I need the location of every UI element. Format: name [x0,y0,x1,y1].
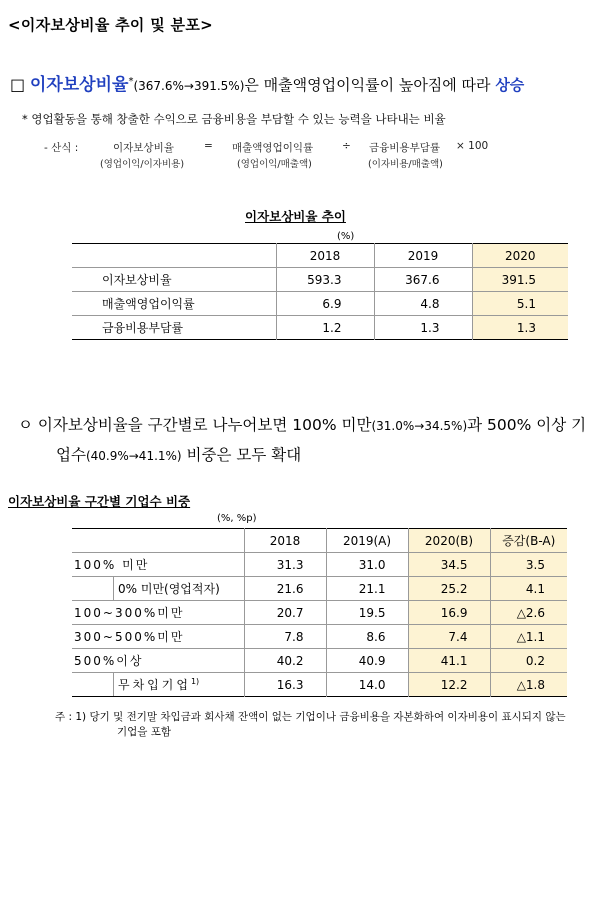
cell-value: 21.1 [326,577,408,601]
cell-value: 31.3 [244,553,326,577]
table2-unit: (%, %p) [217,513,257,524]
cell-value: 31.0 [326,553,408,577]
formula-term-2-sub: (영업이익/매출액) [237,159,312,170]
cell-value: 593.3 [276,268,374,292]
cell-value: 40.2 [244,649,326,673]
bullet-text: 업수 [56,446,86,464]
formula-term-2: 매출액영업이익률 [232,142,314,154]
table-row [72,673,567,697]
cell-value: 7.4 [408,625,490,649]
row-label: 매출액영업이익률 [72,292,276,316]
cell-value: 391.5 [472,268,568,292]
bullet-line-2 [18,441,586,471]
interest-coverage-trend-table [72,243,568,340]
formula-term-3-sub: (이자비용/매출액) [368,159,443,170]
table-row [72,292,568,316]
row-label: 300~500%미만 [72,625,244,649]
formula-times: × 100 [456,140,489,152]
headline [10,70,524,95]
cell-value: 16.3 [244,673,326,697]
square-bullet: □ [10,75,26,94]
table1-title: 이자보상비율 추이 [245,209,346,224]
cell-value: 5.1 [472,292,568,316]
row-label: 500%이상 [72,649,244,673]
row-label-text: 무차입기업 [118,678,191,692]
cell-value: △1.8 [490,673,567,697]
footnote [55,710,566,740]
cell-value: 41.1 [408,649,490,673]
headline-text: 은 매출액영업이익률이 높아짐에 따라 [244,76,496,94]
cell-value: 12.2 [408,673,490,697]
header-col: 2018 [244,529,326,553]
table-row [72,601,567,625]
footnote-line-2: 기업을 포함 [117,726,172,738]
table-row [72,625,567,649]
circle-bullet: ㅇ [18,416,33,434]
header-year: 2018 [276,244,374,268]
cell-value: 20.7 [244,601,326,625]
indent-divider [113,672,114,696]
table-row [72,316,568,340]
cell-value: 21.6 [244,577,326,601]
cell-value: 6.9 [276,292,374,316]
definition-note: * 영업활동을 통해 창출한 수익으로 금융비용을 부담할 수 있는 능력을 나타내는 비율 [22,112,446,126]
footnote-line-1: 주 : 1) 당기 및 전기말 차입금과 회사채 잔액이 없는 기업이나 금융비용을 자본화하여 이자비용이 표시되지 않는 [55,711,566,723]
cell-value: 16.9 [408,601,490,625]
bullet-line-1 [18,411,586,441]
row-label: 금융비용부담률 [72,316,276,340]
formula-term-1: 이자보상비율 [113,142,174,154]
cell-value: 8.6 [326,625,408,649]
table-row [72,268,568,292]
formula-term-1-sub: (영업이익/이자비용) [100,159,185,170]
headline-key-term: 이자보상비율 [29,75,129,95]
row-label: 이자보상비율 [72,268,276,292]
cell-value: △1.1 [490,625,567,649]
formula-label: - 산식 : [44,142,79,154]
bullet-text: 이자보상비율을 구간별로 나누어보면 100% 미만 [37,416,372,434]
bullet-change: (31.0%→34.5%) [371,419,468,433]
cell-value: 0.2 [490,649,567,673]
cell-value: △2.6 [490,601,567,625]
footnote-marker: 1) [190,677,200,686]
row-label: 100~300%미만 [72,601,244,625]
headline-result: 상승 [495,76,525,94]
header-col: 2019(A) [326,529,408,553]
page-title: <이자보상비율 추이 및 분포> [8,16,213,34]
cell-value: 14.0 [326,673,408,697]
cell-value: 19.5 [326,601,408,625]
table-header-row [72,244,568,268]
bullet-change: (40.9%→41.1%) [85,449,182,463]
header-col: 2020(B) [408,529,490,553]
header-col: 증감(B-A) [490,529,567,553]
cell-value: 4.1 [490,577,567,601]
coverage-distribution-table [72,528,567,697]
formula-term-3: 금융비용부담률 [369,142,441,154]
header-year: 2020 [472,244,568,268]
cell-value: 34.5 [408,553,490,577]
cell-value: 1.3 [472,316,568,340]
cell-value: 40.9 [326,649,408,673]
cell-value: 7.8 [244,625,326,649]
table-header-row [72,529,567,553]
bullet-text: 과 500% 이상 기 [467,416,587,434]
footnote-star: * [128,76,134,87]
indent-divider [113,576,114,600]
table-row [72,577,567,601]
row-label [72,673,244,697]
header-empty [72,529,244,553]
bullet-paragraph [18,411,586,471]
cell-value: 4.8 [374,292,472,316]
cell-value: 3.5 [490,553,567,577]
header-empty [72,244,276,268]
table1-unit: (%) [337,231,355,242]
cell-value: 367.6 [374,268,472,292]
cell-value: 1.3 [374,316,472,340]
row-label: 0% 미만(영업적자) [72,577,244,601]
cell-value: 25.2 [408,577,490,601]
headline-change: (367.6%→391.5%) [133,79,245,93]
bullet-text: 비중은 모두 확대 [181,446,302,464]
table2-title: 이자보상비율 구간별 기업수 비중 [8,494,191,509]
header-year: 2019 [374,244,472,268]
formula-divide: ÷ [342,140,351,152]
formula-equals: = [204,140,213,152]
cell-value: 1.2 [276,316,374,340]
table-row [72,649,567,673]
row-label: 100% 미만 [72,553,244,577]
table-row [72,553,567,577]
